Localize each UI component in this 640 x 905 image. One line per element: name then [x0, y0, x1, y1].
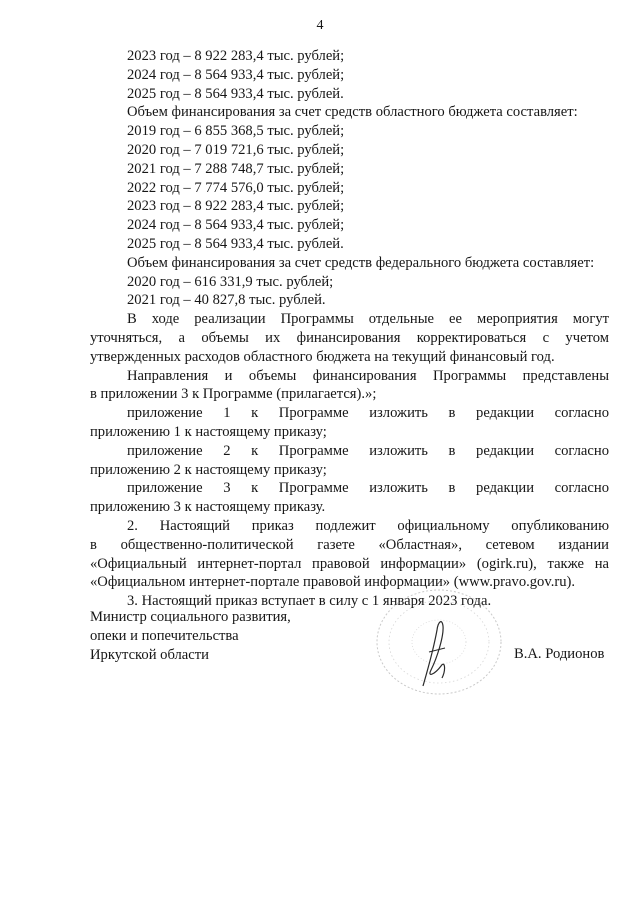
regional-tail-list — [90, 47, 609, 103]
paragraph-line: приложению 1 к настоящему приказу; — [90, 423, 327, 440]
funding-year-line: 2024 год – 8 564 933,4 тыс. рублей; — [127, 66, 345, 83]
paragraph-line: в приложении 3 к Программе (прилагается).»; — [90, 386, 377, 403]
position-line: опеки и попечительства — [90, 627, 239, 644]
regional-funding-list — [90, 122, 609, 254]
funding-year-line: 2025 год – 8 564 933,4 тыс. рублей. — [127, 85, 344, 102]
page-number: 4 — [316, 18, 324, 33]
funding-year-line: 2019 год – 6 855 368,5 тыс. рублей; — [127, 123, 345, 140]
position-line: Министр социального развития, — [90, 609, 291, 625]
appendix-item-2 — [90, 442, 609, 480]
paragraph-line: приложение 3 к Программе изложить в редакции согласно — [127, 480, 609, 497]
funding-year-line: 2020 год – 616 331,9 тыс. рублей; — [127, 273, 334, 290]
paragraph-line: утвержденных расходов областного бюджета на текущий финансовый год. — [90, 348, 555, 365]
paragraph-line: «Официальном интернет-портале правовой информации» (www.pravo.gov.ru). — [90, 574, 576, 591]
paragraph-line: приложение 2 к Программе изложить в редакции согласно — [127, 442, 609, 459]
position-line: Иркутской области — [90, 646, 209, 663]
funding-year-line: 2023 год – 8 922 283,4 тыс. рублей; — [127, 48, 345, 64]
paragraph-line: «Официальный интернет-портал правовой информации» (ogirk.ru), также на — [90, 555, 609, 572]
publication-item — [90, 517, 609, 592]
paragraph-line: в общественно-политической газете «Областная», сетевом издании — [90, 536, 609, 553]
paragraph-line: уточняться, а объемы их финансирования корректироваться с учетом — [90, 329, 609, 346]
federal-funding-intro: Объем финансирования за счет средств федерального бюджета составляет: — [127, 254, 595, 271]
document-body — [90, 47, 609, 611]
funding-year-line: 2023 год – 8 922 283,4 тыс. рублей; — [127, 198, 345, 215]
signatory-position — [90, 608, 291, 664]
appendix-item-3 — [90, 479, 609, 517]
paragraph-line: Направления и объемы финансирования Программы представлены — [127, 367, 609, 384]
funding-year-line: 2021 год – 40 827,8 тыс. рублей. — [127, 292, 326, 309]
federal-funding-list — [90, 273, 609, 311]
paragraph-line: 2. Настоящий приказ подлежит официальному опубликованию — [127, 517, 609, 534]
funding-year-line: 2024 год – 8 564 933,4 тыс. рублей; — [127, 217, 345, 234]
appendix-item-1 — [90, 404, 609, 442]
handwritten-signature — [415, 612, 455, 692]
program-adjustment-paragraph — [90, 310, 609, 366]
effective-date-item: 3. Настоящий приказ вступает в силу с 1 января 2023 года. — [127, 593, 492, 610]
paragraph-line: приложение 1 к Программе изложить в редакции согласно — [127, 405, 609, 422]
signatory-name: В.А. Родионов — [514, 646, 605, 662]
paragraph-line: приложению 3 к настоящему приказу. — [90, 499, 326, 516]
paragraph-line: приложению 2 к настоящему приказу; — [90, 461, 327, 478]
directions-paragraph — [90, 367, 609, 405]
funding-year-line: 2020 год – 7 019 721,6 тыс. рублей; — [127, 141, 345, 158]
funding-year-line: 2022 год – 7 774 576,0 тыс. рублей; — [127, 179, 345, 196]
paragraph-line: В ходе реализации Программы отдельные ее мероприятия могут — [127, 311, 609, 328]
regional-funding-intro: Объем финансирования за счет средств областного бюджета составляет: — [127, 104, 578, 121]
funding-year-line: 2021 год – 7 288 748,7 тыс. рублей; — [127, 160, 345, 177]
funding-year-line: 2025 год – 8 564 933,4 тыс. рублей. — [127, 235, 344, 252]
